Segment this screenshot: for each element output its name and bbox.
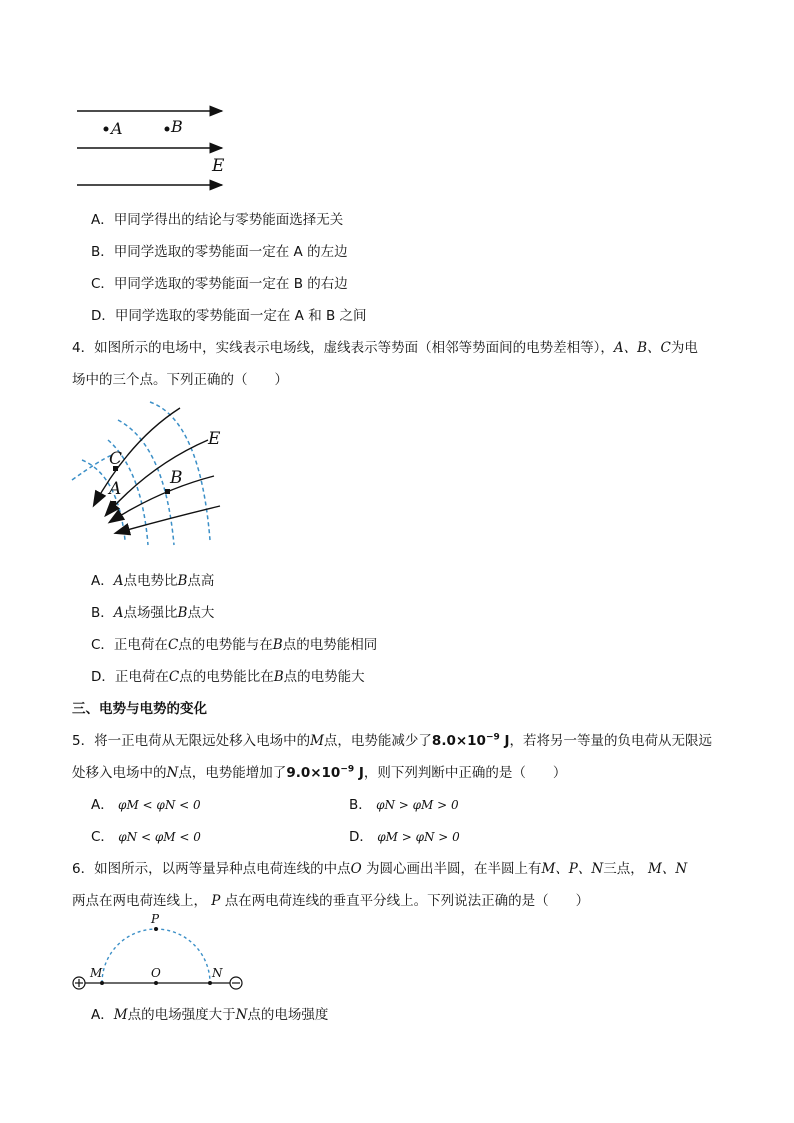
label-e: E xyxy=(212,156,225,176)
label-o: O xyxy=(151,966,161,980)
point-p-dot xyxy=(154,927,158,931)
point-o-dot xyxy=(154,981,158,985)
q4-stem-line1: 4．如图所示的电场中，实线表示电场线，虚线表示等势面（相邻等势面间的电势差相等），A、B、C为电 xyxy=(72,340,698,356)
q4-option-a: A．A点电势比B点高 xyxy=(91,573,215,589)
label-m: M xyxy=(90,966,103,980)
q4-stem-line2: 场中的三个点。下列正确的（ ） xyxy=(72,372,288,388)
q6-option-a: A．M点的电场强度大于N点的电场强度 xyxy=(91,1007,329,1023)
q3-option-d: D．甲同学选取的零势能面一定在 A 和 B 之间 xyxy=(91,308,367,324)
q6-stem-line2: 两点在两电荷连线上， P 点在两电荷连线的垂直平分线上。下列说法正确的是（ ） xyxy=(72,893,590,909)
q5-stem-line2: 处移入电场中的N点，电势能增加了$9.0\times 10^{-9}$ J，则下列判断中正确的是（ ） xyxy=(72,764,567,781)
point-m-dot xyxy=(100,981,104,985)
q4-option-d: D．正电荷在C点的电势能比在B点的电势能大 xyxy=(91,669,365,685)
q4-option-b: B．A点场强比B点大 xyxy=(91,605,215,621)
label-p: P xyxy=(151,912,160,926)
point-n-dot xyxy=(208,981,212,985)
q3-option-a: A．甲同学得出的结论与零势能面选择无关 xyxy=(91,212,344,228)
q3-option-c: C．甲同学选取的零势能面一定在 B 的右边 xyxy=(91,276,348,292)
q5-option-a: A． φM < φN < 0 xyxy=(91,797,201,813)
q6-stem-line1: 6．如图所示，以两等量异种点电荷连线的中点O 为圆心画出半圆，在半圆上有M、P、N三点， M、N xyxy=(72,861,688,877)
label-b: B xyxy=(171,117,183,136)
label-e2: E xyxy=(208,429,221,449)
label-a: A xyxy=(111,119,123,138)
q4-option-c: C．正电荷在C点的电势能与在B点的电势能相同 xyxy=(91,637,378,653)
label-b2: B xyxy=(170,468,183,488)
q3-option-b: B．甲同学选取的零势能面一定在 A 的左边 xyxy=(91,244,348,260)
q5-option-c: C． φN < φM < 0 xyxy=(91,829,201,845)
q5-option-b: B． φN > φM > 0 xyxy=(349,797,459,813)
q5-option-d: D． φM > φN > 0 xyxy=(349,829,460,845)
label-n: N xyxy=(212,966,223,980)
label-c: C xyxy=(109,449,123,469)
q5-stem-line1: 5．将一正电荷从无限远处移入电场中的M点，电势能减少了$8.0\times 10^{-9}$ J，若将另一等量的负电荷从无限远 xyxy=(72,732,712,749)
section-title: 三、电势与电势的变化 xyxy=(72,701,207,717)
label-a2: A xyxy=(109,479,122,499)
